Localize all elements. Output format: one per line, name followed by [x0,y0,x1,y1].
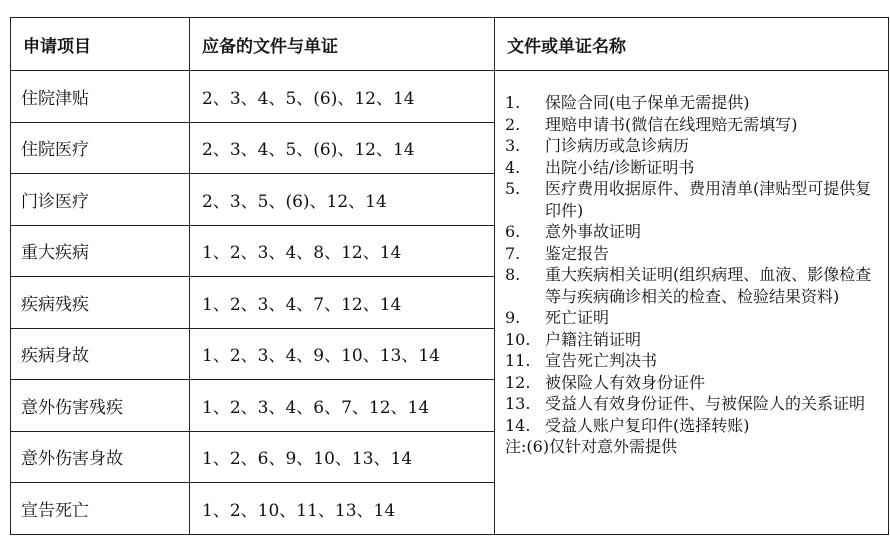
list-item [505,264,882,307]
list-item-number: 4. [505,157,521,177]
list-item [505,135,882,157]
list-item [505,307,882,329]
list-item-text: 重大疾病相关证明(组织病理、血液、影像检查等与疾病确诊相关的检查、检验结果资料) [545,265,872,306]
list-item-number: 7. [505,243,521,263]
list-item-number: 13. [505,394,531,413]
claims-document-table [10,17,889,535]
application-item-cell: 门诊医疗 [11,174,190,226]
application-item-cell: 重大疾病 [11,225,190,277]
required-docs-cell: 2、3、4、5、(6)、12、14 [190,122,495,174]
list-item [505,415,882,437]
application-item-cell: 意外伤害残疾 [11,380,190,432]
list-item-text: 医疗费用收据原件、费用清单(津贴型可提供复印件) [545,179,872,220]
required-docs-cell: 1、2、3、4、6、7、12、14 [190,380,495,432]
required-docs-cell: 1、2、3、4、9、10、13、14 [190,328,495,380]
list-item-text: 宣告死亡判决书 [545,351,658,370]
list-item-number: 6. [505,222,521,241]
list-item [505,157,882,179]
list-item [505,393,882,415]
list-item [505,221,882,243]
application-item-cell: 住院津贴 [11,71,190,123]
list-item-number: 10. [505,329,531,349]
header-application-item: 申请项目 [11,18,190,71]
required-docs-cell: 1、2、3、4、7、12、14 [190,277,495,329]
list-item-number: 11. [505,351,531,370]
list-item [505,178,882,221]
application-item-cell: 疾病残疾 [11,277,190,329]
list-item-text: 出院小结/诊断证明书 [545,157,695,177]
list-item-number: 3. [505,136,521,155]
list-item-number: 14. [505,415,531,435]
list-item-text: 保险合同(电子保单无需提供) [545,93,750,112]
list-item-number: 12. [505,372,531,392]
table-row [11,71,889,123]
list-item-text: 受益人有效身份证件、与被保险人的关系证明 [545,394,866,413]
list-item-text: 意外事故证明 [545,222,642,241]
application-item-cell: 意外伤害身故 [11,431,190,483]
list-item-text: 门诊病历或急诊病历 [545,136,690,155]
list-item-text: 受益人账户复印件(选择转账) [545,415,750,435]
document-names-list [505,92,882,436]
document-names-cell [495,71,889,535]
required-docs-cell: 2、3、5、(6)、12、14 [190,174,495,226]
list-item [505,114,882,136]
list-item [505,372,882,394]
list-item-number: 9. [505,308,521,327]
required-docs-cell: 2、3、4、5、(6)、12、14 [190,71,495,123]
list-item-text: 理赔申请书(微信在线理赔无需填写) [545,114,798,134]
application-item-cell: 住院医疗 [11,122,190,174]
list-item [505,350,882,372]
header-document-names: 文件或单证名称 [495,18,889,71]
required-docs-cell: 1、2、10、11、13、14 [190,483,495,535]
list-item [505,329,882,351]
required-docs-cell: 1、2、3、4、8、12、14 [190,225,495,277]
list-item [505,243,882,265]
list-item-text: 死亡证明 [545,308,610,327]
header-row [11,18,889,71]
application-item-cell: 疾病身故 [11,328,190,380]
list-item-number: 5. [505,179,521,198]
list-item-text: 户籍注销证明 [545,329,642,349]
list-item-number: 2. [505,114,521,134]
list-item-number: 8. [505,265,521,284]
list-item-text: 被保险人有效身份证件 [545,372,706,392]
header-required-documents: 应备的文件与单证 [190,18,495,71]
required-docs-cell: 1、2、6、9、10、13、14 [190,431,495,483]
list-item-number: 1. [505,93,521,112]
list-item-text: 鉴定报告 [545,243,610,263]
application-item-cell: 宣告死亡 [11,483,190,535]
footnote: 注:(6)仅针对意外需提供 [505,437,678,456]
list-item [505,92,882,114]
